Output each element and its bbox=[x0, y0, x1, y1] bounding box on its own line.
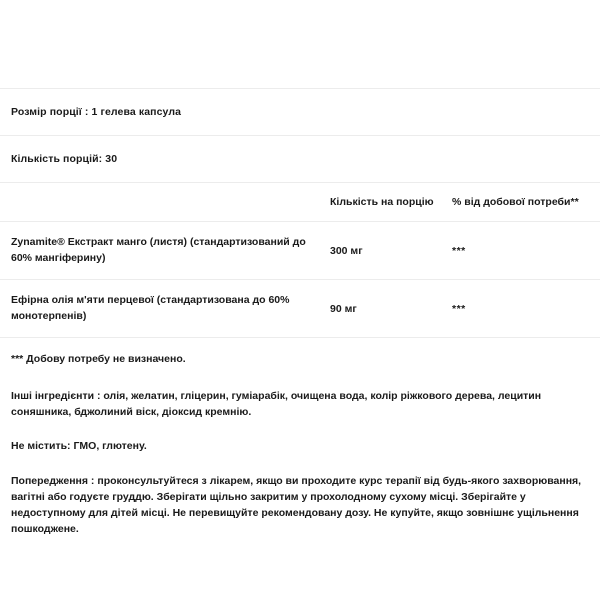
column-header-daily-value: % від добової потреби** bbox=[452, 196, 579, 208]
other-ingredients-text: Інші інгредієнти : олія, желатин, гліцерин, гуміарабік, очищена вода, колір ріжкового дерева, лецитин соняшника, бджолиний віск, діоксид кремнію. bbox=[11, 389, 542, 419]
ingredient-daily-value: *** bbox=[452, 302, 466, 315]
table-row bbox=[0, 280, 600, 337]
servings-per-container-text: Кількість порцій: 30 bbox=[11, 153, 118, 165]
servings-per-container-row bbox=[0, 136, 600, 182]
serving-size-text: Розмір порції : 1 гелева капсула bbox=[11, 106, 182, 118]
table-row bbox=[0, 222, 600, 279]
ingredient-amount: 300 мг bbox=[330, 244, 363, 257]
ingredient-amount: 90 мг bbox=[330, 302, 357, 315]
ingredient-name: Zynamite® Екстракт манго (листя) (стандартизований до 60% мангіферину) bbox=[11, 235, 306, 264]
warning-text: Попередження : проконсультуйтеся з лікарем, якщо ви проходите курс терапії від будь-якого захворювання, вагітні або годуєте груддю. Зберігати щільно закритим у прохолодному сухому місці. Зберігайте у недоступному для дітей місці. Не перевищуйте рекомендовану дозу. Не купуйте, якщо зовнішнє ущільнення пошкоджене. bbox=[11, 474, 582, 536]
table-header-row bbox=[0, 183, 600, 221]
top-spacer bbox=[0, 0, 600, 88]
free-from-text: Не містить: ГМО, глютену. bbox=[11, 440, 147, 453]
column-header-amount-per-serving: Кількість на порцію bbox=[330, 196, 434, 208]
serving-size-row bbox=[0, 89, 600, 135]
ingredient-daily-value: *** bbox=[452, 244, 466, 257]
daily-value-footnote: *** Добову потребу не визначено. bbox=[11, 353, 186, 365]
ingredient-name: Ефірна олія м'яти перцевої (стандартизована до 60% монотерпенів) bbox=[11, 293, 290, 322]
